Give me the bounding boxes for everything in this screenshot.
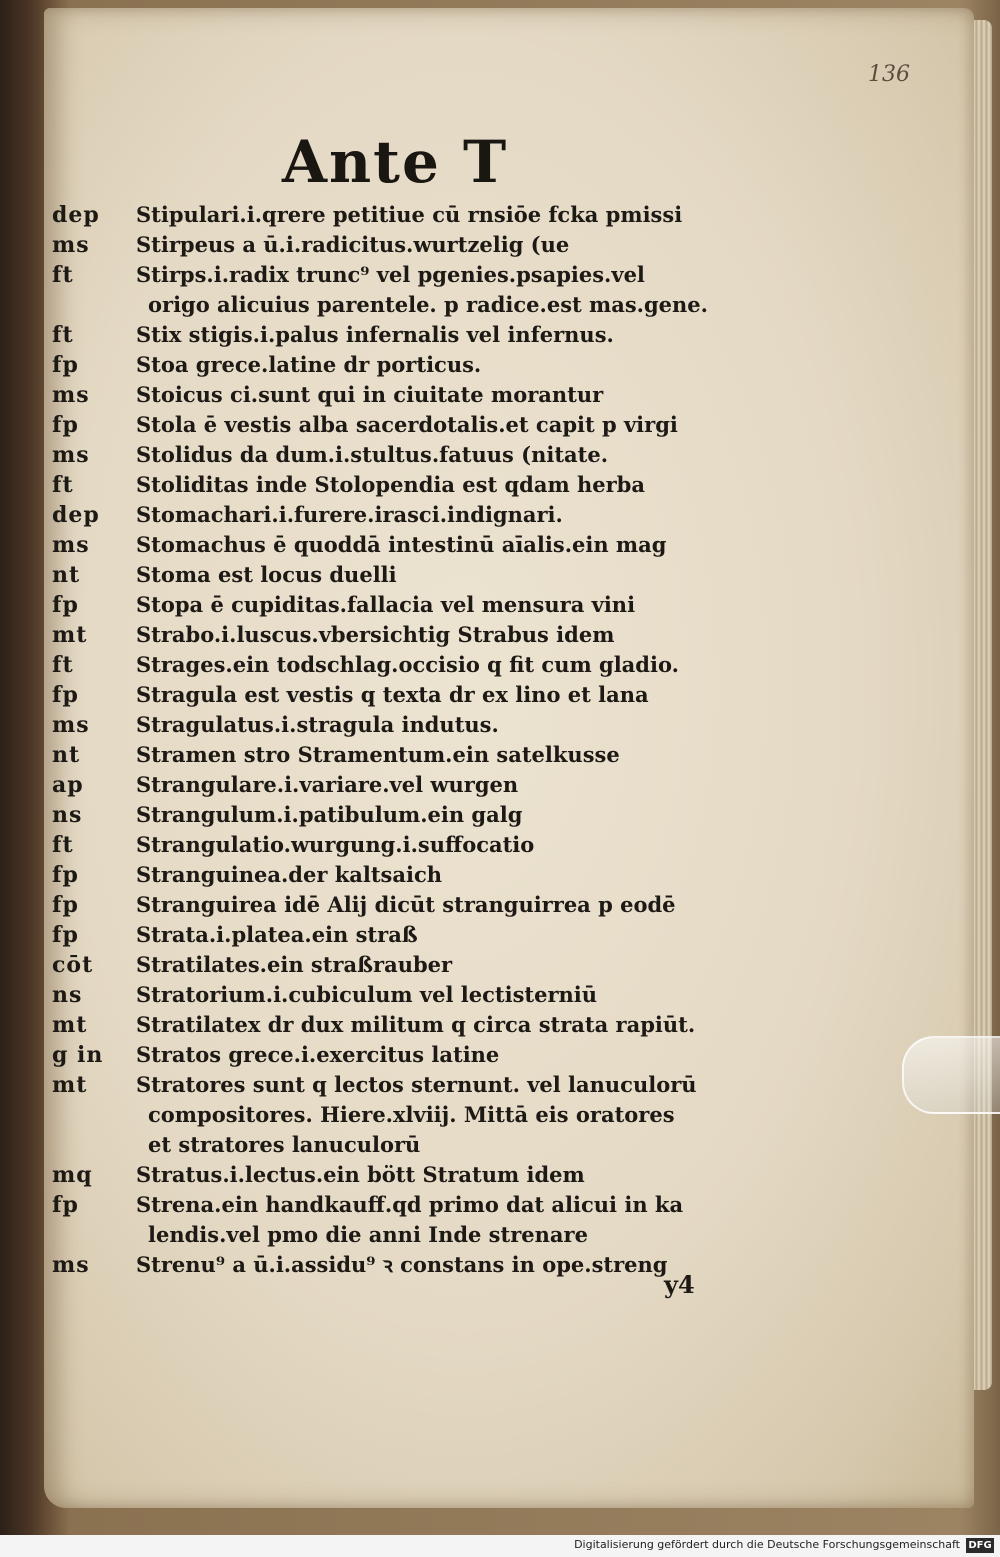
entry-text <box>136 650 792 680</box>
entry-line: Strata.i.platea.ein straß <box>136 922 418 947</box>
entry-text <box>136 200 792 230</box>
dictionary-entry <box>52 560 792 590</box>
grammar-code: fp <box>52 1192 79 1218</box>
entry-line: Stratos grece.i.exercitus latine <box>136 1042 500 1067</box>
footer-bar <box>0 1535 1000 1557</box>
dictionary-entry <box>52 710 792 740</box>
dfg-logo: DFG <box>966 1538 994 1553</box>
grammar-code: nt <box>52 742 81 768</box>
entry-text <box>136 1040 792 1070</box>
entry-text <box>136 740 792 770</box>
dictionary-entry <box>52 530 792 560</box>
entry-text <box>136 890 792 920</box>
entry-text <box>136 470 792 500</box>
entry-text <box>136 920 792 950</box>
grammar-code: ft <box>52 472 74 498</box>
entry-line: Stomachari.i.furere.irasci.indignari. <box>136 502 563 527</box>
entry-line: et stratores lanuculorū <box>148 1132 421 1157</box>
entry-line: origo alicuius parentele. p radice.est mas.gene. <box>148 292 708 317</box>
entry-text <box>136 620 792 650</box>
entry-line: Stola ē vestis alba sacerdotalis.et capit p virgi <box>136 412 678 437</box>
entry-text <box>136 530 792 560</box>
dictionary-entry <box>52 500 792 530</box>
entry-line: Stratorium.i.cubiculum vel lectisterniū <box>136 982 598 1007</box>
grammar-code: fp <box>52 922 79 948</box>
dictionary-entry <box>52 380 792 410</box>
entry-line: Stoa grece.latine dr porticus. <box>136 352 482 377</box>
entry-text <box>136 770 792 800</box>
entry-line: Strabo.i.luscus.vbersichtig Strabus idem <box>136 622 615 647</box>
dictionary-entry <box>52 920 792 950</box>
entry-line: Stomachus ē quoddā intestinū aīalis.ein mag <box>136 532 667 557</box>
grammar-code: mt <box>52 1012 88 1038</box>
dictionary-entry <box>52 470 792 500</box>
grammar-code: dep <box>52 202 100 228</box>
entry-line: Stranguinea.der kaltsaich <box>136 862 442 887</box>
grammar-code: ms <box>52 532 90 558</box>
grammar-code: fp <box>52 862 79 888</box>
dictionary-entry <box>52 980 792 1010</box>
entry-line: Stratilates.ein straßrauber <box>136 952 453 977</box>
entry-text <box>136 380 792 410</box>
grammar-code: fp <box>52 412 79 438</box>
dictionary-entry <box>52 890 792 920</box>
dictionary-entry <box>52 590 792 620</box>
entry-text <box>136 350 792 380</box>
grammar-code: ns <box>52 802 83 828</box>
grammar-code: fp <box>52 892 79 918</box>
footer-credit: Digitalisierung gefördert durch die Deutsche Forschungsgemeinschaft <box>574 1538 960 1551</box>
entry-text <box>136 830 792 860</box>
entry-text <box>136 440 792 470</box>
entry-text <box>136 980 792 1010</box>
grammar-code: ft <box>52 832 74 858</box>
entry-text <box>136 260 792 320</box>
dictionary-entry <box>52 620 792 650</box>
entry-line: Strages.ein todschlag.occisio q fit cum gladio. <box>136 652 679 677</box>
dictionary-entry <box>52 200 792 230</box>
dictionary-entry <box>52 1040 792 1070</box>
dictionary-entry <box>52 440 792 470</box>
entry-text <box>136 500 792 530</box>
dictionary-entries <box>52 200 792 1280</box>
grammar-code: cōt <box>52 952 94 978</box>
entry-line: Stopa ē cupiditas.fallacia vel mensura vini <box>136 592 636 617</box>
dictionary-entry <box>52 680 792 710</box>
entry-line: Strenu⁹ a ū.i.assidu⁹ ꝛ constans in ope.streng <box>136 1252 668 1277</box>
grammar-code: ms <box>52 1252 90 1278</box>
grammar-code: ft <box>52 262 74 288</box>
entry-line: Stratilatex dr dux militum q circa strata rapiūt. <box>136 1012 696 1037</box>
dictionary-entry <box>52 650 792 680</box>
entry-text <box>136 410 792 440</box>
dictionary-entry <box>52 350 792 380</box>
entry-text <box>136 860 792 890</box>
signature-mark: y4 <box>664 1270 695 1299</box>
grammar-code: mq <box>52 1162 93 1188</box>
page-clip <box>902 1036 1000 1114</box>
entry-text <box>136 680 792 710</box>
dictionary-entry <box>52 320 792 350</box>
dictionary-entry <box>52 1070 792 1160</box>
dictionary-entry <box>52 770 792 800</box>
dictionary-entry <box>52 800 792 830</box>
dictionary-entry <box>52 1160 792 1190</box>
grammar-code: fp <box>52 592 79 618</box>
dictionary-entry <box>52 260 792 320</box>
entry-line: Stragulatus.i.stragula indutus. <box>136 712 499 737</box>
grammar-code: ns <box>52 982 83 1008</box>
entry-line: Stragula est vestis q texta dr ex lino et lana <box>136 682 649 707</box>
entry-line: Stoma est locus duelli <box>136 562 397 587</box>
dictionary-entry <box>52 830 792 860</box>
grammar-code: ms <box>52 442 90 468</box>
grammar-code: ms <box>52 712 90 738</box>
entry-line: Stirps.i.radix trunc⁹ vel pgenies.psapies.vel <box>136 262 645 287</box>
entry-line: Stranguirea idē Alij dicūt stranguirrea p eodē <box>136 892 676 917</box>
entry-line: Stoliditas inde Stolopendia est qdam herba <box>136 472 645 497</box>
entry-line: Stratores sunt q lectos sternunt. vel lanuculorū <box>136 1072 697 1097</box>
dictionary-entry <box>52 230 792 260</box>
entry-line: Strangulum.i.patibulum.ein galg <box>136 802 523 827</box>
entry-line: Stolidus da dum.i.stultus.fatuus (nitate. <box>136 442 609 467</box>
dictionary-entry <box>52 1010 792 1040</box>
entry-line: Strena.ein handkauff.qd primo dat alicui in ka <box>136 1192 684 1217</box>
grammar-code: nt <box>52 562 81 588</box>
dictionary-entry <box>52 860 792 890</box>
grammar-code: g in <box>52 1042 104 1068</box>
grammar-code: fp <box>52 352 79 378</box>
grammar-code: ft <box>52 322 74 348</box>
grammar-code: ft <box>52 652 74 678</box>
dictionary-entry <box>52 740 792 770</box>
entry-text <box>136 1070 792 1160</box>
grammar-code: ms <box>52 382 90 408</box>
grammar-code: mt <box>52 622 88 648</box>
entry-text <box>136 590 792 620</box>
grammar-code: fp <box>52 682 79 708</box>
grammar-code: ap <box>52 772 84 798</box>
entry-text <box>136 230 792 260</box>
entry-line: Stix stigis.i.palus infernalis vel infernus. <box>136 322 614 347</box>
entry-text <box>136 800 792 830</box>
entry-text <box>136 320 792 350</box>
grammar-code: ms <box>52 232 90 258</box>
dictionary-entry <box>52 410 792 440</box>
grammar-code: dep <box>52 502 100 528</box>
entry-line: lendis.vel pmo die anni Inde strenare <box>148 1222 588 1247</box>
entry-text <box>136 1190 792 1250</box>
page-heading: Ante T <box>282 128 509 196</box>
entry-line: Stirpeus a ū.i.radicitus.wurtzelig (ue <box>136 232 570 257</box>
entry-text <box>136 1160 792 1190</box>
entry-line: Stipulari.i.qrere petitiue cū rnsiōe fcka pmissi <box>136 202 683 227</box>
entry-text <box>136 560 792 590</box>
grammar-code: mt <box>52 1072 88 1098</box>
folio-number: 136 <box>868 62 910 87</box>
entry-text <box>136 710 792 740</box>
entry-line: Strangulatio.wurgung.i.suffocatio <box>136 832 535 857</box>
entry-text <box>136 950 792 980</box>
dictionary-entry <box>52 1190 792 1250</box>
entry-line: Stoicus ci.sunt qui in ciuitate morantur <box>136 382 604 407</box>
entry-text <box>136 1010 792 1040</box>
dictionary-entry <box>52 950 792 980</box>
entry-line: Stratus.i.lectus.ein bött Stratum idem <box>136 1162 585 1187</box>
entry-line: Stramen stro Stramentum.ein satelkusse <box>136 742 620 767</box>
entry-line: compositores. Hiere.xlviij. Mittā eis oratores <box>148 1102 675 1127</box>
entry-line: Strangulare.i.variare.vel wurgen <box>136 772 519 797</box>
